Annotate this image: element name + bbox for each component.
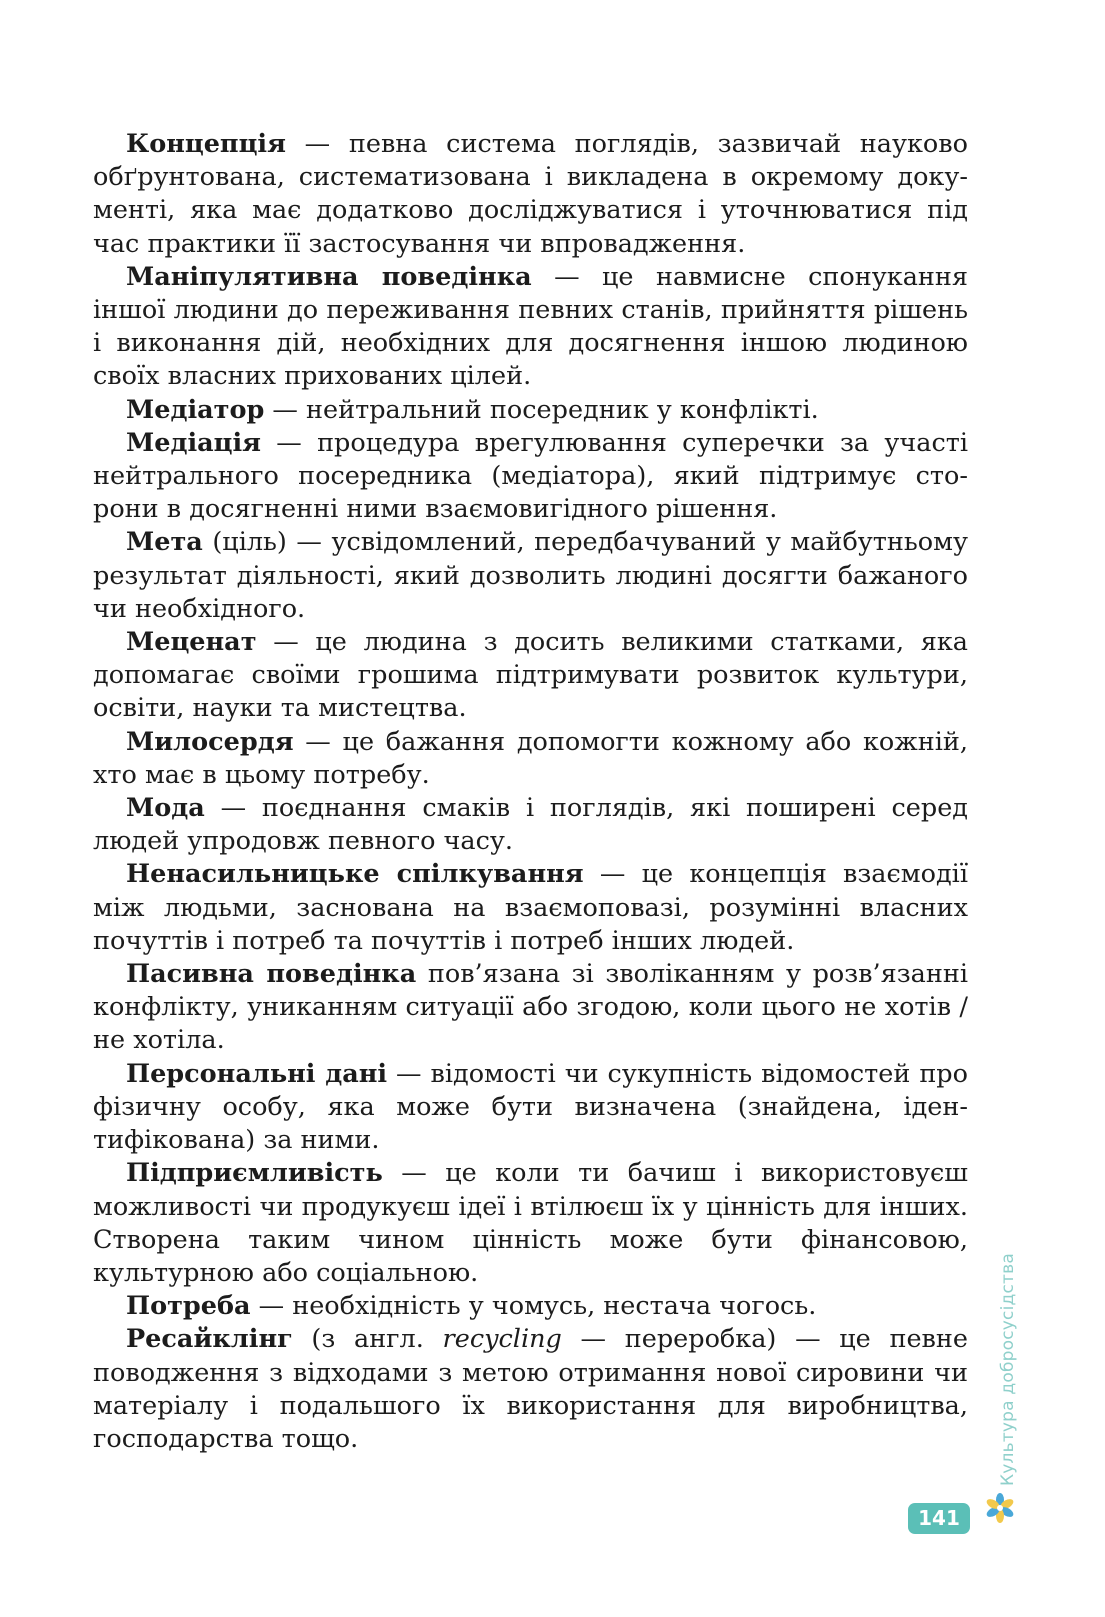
entry-definition: — це концепція взаємодії між людьми, заснована на взаємоповазі, розумінні власних почуттів і потреб та почуттів і потреб інших людей.	[93, 859, 968, 956]
glossary-entry	[93, 958, 968, 1058]
entry-prefix: (з англ.	[292, 1324, 443, 1355]
glossary-text	[93, 128, 968, 1456]
glossary-entry	[93, 394, 968, 427]
entry-term: Ресайклінг	[126, 1324, 293, 1355]
page-number-badge: 141	[908, 1503, 970, 1534]
entry-term: Концепція	[126, 129, 286, 159]
entry-definition: — процедура врегулювання суперечки за участі нейтрального посередника (медіатора), який підтримує сторони в досягненні ними взаємовигідного рішення.	[93, 427, 968, 525]
glossary-entry	[93, 1290, 968, 1323]
entry-term: Потреба	[126, 1291, 251, 1322]
entry-term: Ненасильницьке спілкування	[126, 859, 584, 890]
entry-definition: — відомості чи сукупність відомостей про фізичну особу, яка може бути визначена (знайдена, ідентифікована) за ними.	[93, 1058, 968, 1156]
entry-term: Мета	[126, 527, 203, 558]
glossary-entry	[93, 128, 968, 261]
entry-definition: (ціль) — усвідомлений, передбачуваний у майбутньому результат діяльності, який дозволить людині досягти бажаного чи необхідного.	[93, 527, 968, 624]
entry-term: Пасивна поведінка	[126, 959, 417, 990]
entry-definition: — нейтральний посередник у конфлікті.	[264, 394, 819, 425]
entry-term: Милосердя	[126, 726, 294, 757]
glossary-entry	[93, 1058, 968, 1158]
glossary-entry	[93, 792, 968, 858]
glossary-entry	[93, 858, 968, 958]
glossary-entry	[93, 726, 968, 792]
entry-definition: — це навмисне спонукання іншої людини до переживання певних станів, прийняття рішень і виконання дій, необхідних для досягнення іншою людиною своїх власних прихованих цілей.	[93, 261, 968, 392]
entry-definition: — це людина з досить великими статками, яка допомагає своїми грошима підтримувати розвиток культури, освіти, науки та мистецтва.	[93, 627, 968, 724]
entry-term: Персональні дані	[126, 1058, 388, 1089]
entry-term: Медіатор	[126, 394, 265, 425]
glossary-entry	[93, 1157, 968, 1290]
glossary-entry	[93, 526, 968, 626]
entry-definition: — необхідність у чомусь, нестача чогось.	[250, 1291, 817, 1322]
entry-term: Мода	[126, 793, 205, 824]
entry-term: Меценат	[126, 627, 257, 658]
entry-definition: — певна система поглядів, зазвичай науково обґрунтована, систематизована і викладена в окремому документі, яка має додатково досліджуватися і уточнюватися під час практики її застосування чи впровадження.	[93, 129, 968, 259]
entry-definition: — це коли ти бачиш і використовуєш можливості чи продукуєш ідеї і втілюєш їх у цінність для інших. Створена таким чином цінність може бути фінансовою, культурною або соціальною.	[93, 1158, 968, 1288]
entry-foreign-word: recycling	[442, 1324, 562, 1355]
glossary-entry	[93, 427, 968, 527]
entry-definition: — переробка) — це певне поводження з відходами з метою отримання нової сировини чи матеріалу і подальшого їх використання для виробництва, господарства тощо.	[93, 1324, 968, 1454]
section-caption: Культура добросусідства	[998, 1253, 1018, 1486]
entry-definition: пов’язана зі зволіканням у розв’язанні конфлікту, униканням ситуації або згодою, коли цього не хотів / не хотіла.	[93, 959, 968, 1056]
entry-term: Підприємливість	[126, 1158, 383, 1189]
glossary-entry-recycling	[93, 1323, 968, 1456]
entry-definition: — це бажання допомогти кожному або кожній, хто має в цьому потребу.	[93, 726, 968, 790]
entry-term: Медіація	[126, 427, 262, 458]
flower-icon	[984, 1492, 1016, 1524]
entry-term: Маніпулятивна поведінка	[126, 261, 532, 292]
glossary-entry	[93, 261, 968, 394]
glossary-entry	[93, 626, 968, 726]
entry-definition: — поєднання смаків і поглядів, які поширені серед людей упродовж певного часу.	[93, 793, 968, 857]
